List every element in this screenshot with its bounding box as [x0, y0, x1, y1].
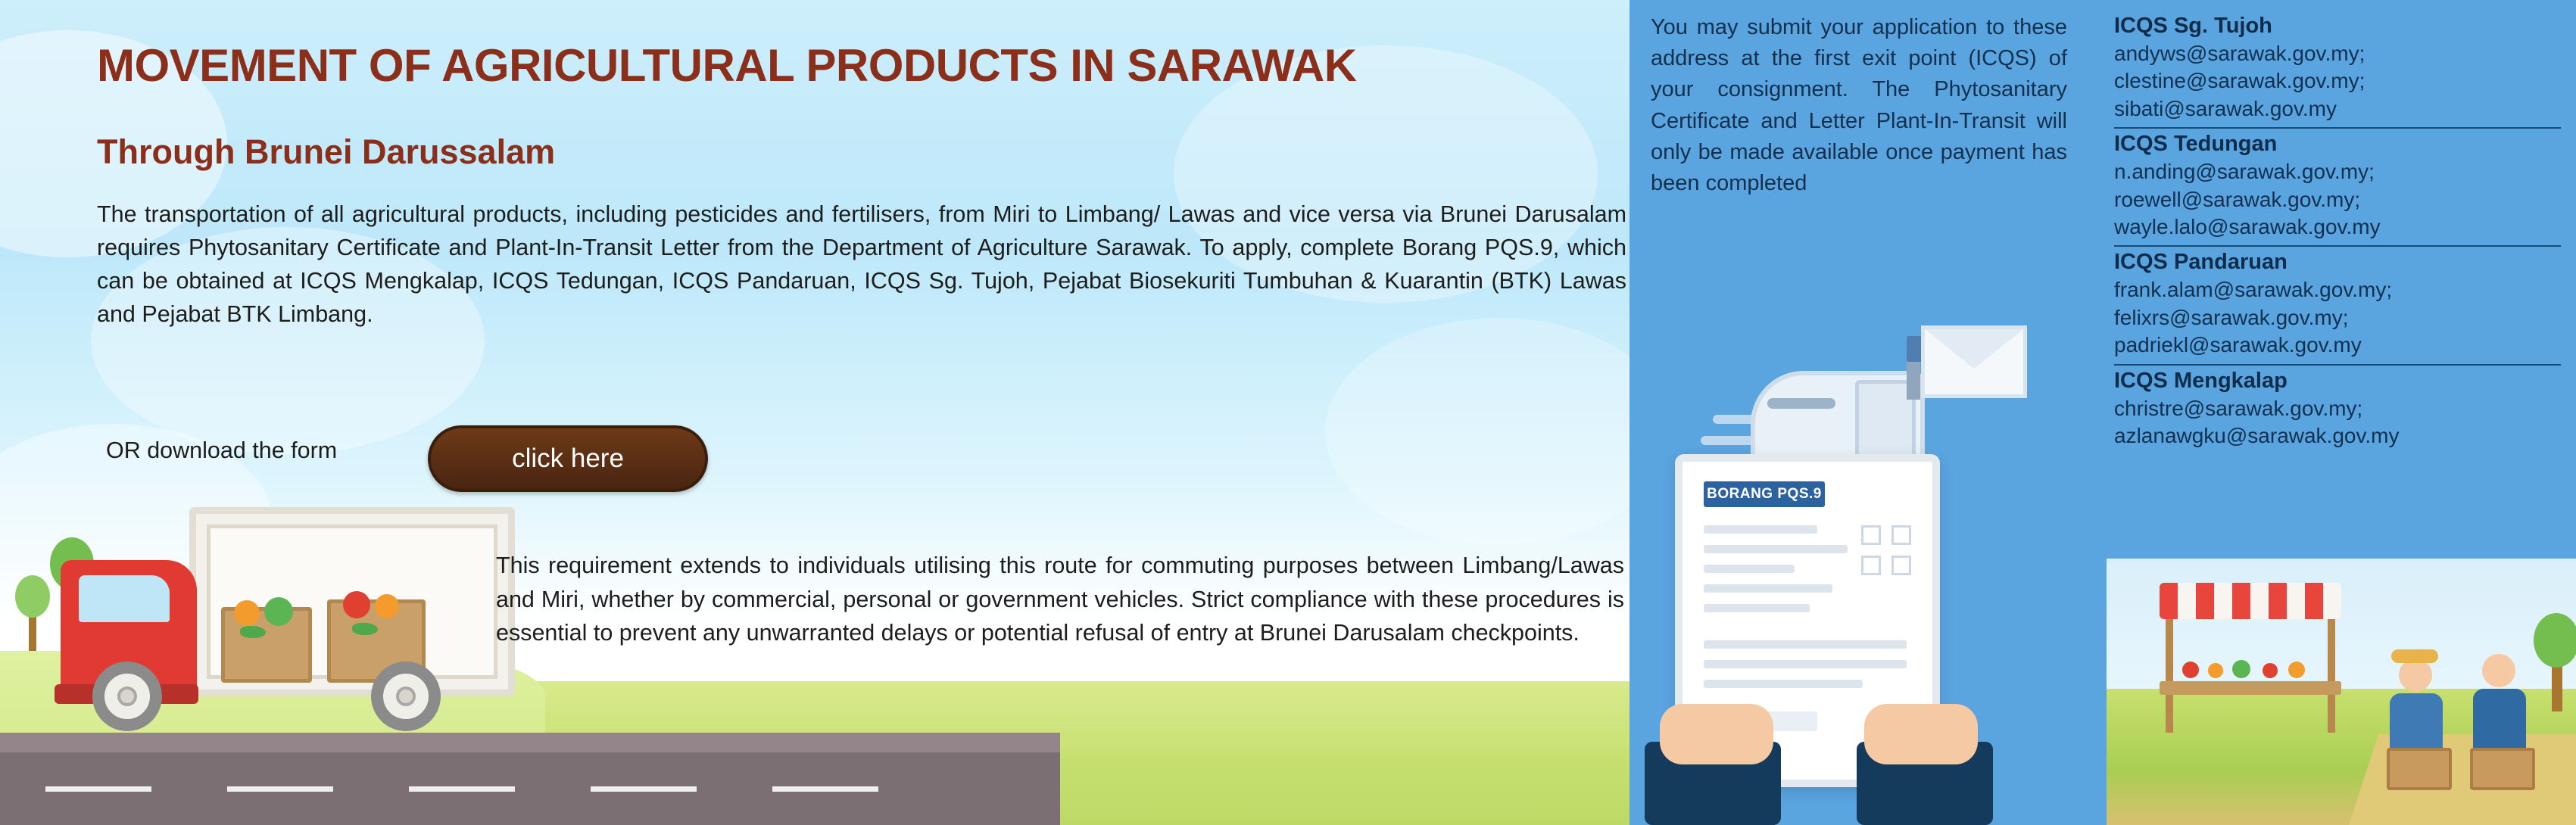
submission-note: You may submit your application to these address at the first exit point (ICQS) of your consignment. The Phytosanitary Certificate and Letter Plant-In-Transit will only be made available once payment has been completed — [1651, 15, 2067, 195]
road — [0, 752, 1060, 825]
field-stripe — [2349, 734, 2576, 825]
cloud-shape — [1325, 318, 1629, 545]
contact-office-name: ICQS Tedungan — [2114, 132, 2278, 157]
download-label: OR download the form — [106, 437, 338, 463]
hand-illustration — [1864, 704, 1978, 764]
contact-email[interactable]: christre@sarawak.gov.my; — [2114, 396, 2363, 420]
hand-illustration — [1660, 704, 1773, 764]
main-paragraph-2: This requirement extends to individuals utilising this route for commuting purposes between Limbang/Lawas and Miri, whether by commercial, personal or government vehicles. Strict compliance with these procedures is essential to prevent any unwarranted delays or potential refusal of entry at Brunei Darusalam checkpoints. — [496, 553, 1624, 646]
road-marking — [45, 786, 151, 792]
produce-basket — [2470, 748, 2535, 790]
stall-post — [2328, 619, 2335, 733]
contact-email[interactable]: frank.alam@sarawak.gov.my; — [2114, 278, 2393, 302]
contact-group — [2114, 14, 2561, 129]
truck-wheel — [371, 662, 441, 731]
stall-post — [2166, 619, 2173, 733]
contact-email[interactable]: n.anding@sarawak.gov.my; — [2114, 160, 2375, 184]
stall-awning — [2160, 583, 2341, 619]
produce-basket — [2387, 748, 2452, 790]
contact-office-name: ICQS Pandaruan — [2114, 250, 2288, 275]
contact-office-name: ICQS Sg. Tujoh — [2114, 14, 2272, 38]
contact-email[interactable]: clestine@sarawak.gov.my; — [2114, 69, 2365, 93]
road-marking — [227, 786, 333, 792]
envelope-icon — [1921, 325, 2027, 398]
mailbox-slot — [1767, 398, 1835, 409]
right-contact-panel — [1629, 0, 2576, 825]
contact-email[interactable]: felixrs@sarawak.gov.my; — [2114, 305, 2349, 329]
contact-list — [2114, 14, 2561, 457]
contact-email[interactable]: azlanawgku@sarawak.gov.my — [2114, 423, 2400, 447]
contact-email[interactable]: wayle.lalo@sarawak.gov.my — [2114, 214, 2381, 238]
contact-group — [2114, 250, 2561, 365]
contact-email[interactable]: padriekl@sarawak.gov.my — [2114, 333, 2362, 357]
contact-email[interactable]: sibati@sarawak.gov.my — [2114, 96, 2337, 120]
road-marking — [409, 786, 515, 792]
market-stall-illustration — [2160, 583, 2341, 734]
contact-office-name: ICQS Mengkalap — [2114, 368, 2288, 393]
main-paragraph-1: The transportation of all agricultural products, including pesticides and fertilisers, from Miri to Limbang/ Lawas and vice versa via Brunei Darusalam requires Phytosanitary Certificate and Plant-In-Transit Letter from the Department of Agriculture Sarawak. To apply, complete Borang PQS.9, which can be obtained at ICQS Mengkalap, ICQS Tedungan, ICQS Pandaruan, ICQS Sg. Tujoh, Pejabat Biosekuriti Tumbuhan & Kuarantin (BTK) Lawas and Pejabat BTK Limbang. — [97, 201, 1626, 327]
road-marking — [591, 786, 697, 792]
produce-crate — [221, 607, 312, 683]
stall-table — [2160, 681, 2341, 695]
page-title: MOVEMENT OF AGRICULTURAL PRODUCTS IN SARAWAK — [97, 40, 1357, 91]
click-here-button[interactable]: click here — [428, 425, 708, 492]
contact-group — [2114, 369, 2561, 455]
contact-email[interactable]: roewell@sarawak.gov.my; — [2114, 187, 2361, 211]
truck-window — [79, 575, 170, 622]
page-subtitle: Through Brunei Darussalam — [97, 132, 556, 171]
contact-group — [2114, 132, 2561, 247]
truck-wheel — [92, 662, 162, 731]
form-title: BORANG PQS.9 — [1704, 481, 1825, 507]
contact-email[interactable]: andyws@sarawak.gov.my; — [2114, 42, 2365, 65]
tree-icon — [2531, 613, 2576, 711]
road-marking — [772, 786, 878, 792]
